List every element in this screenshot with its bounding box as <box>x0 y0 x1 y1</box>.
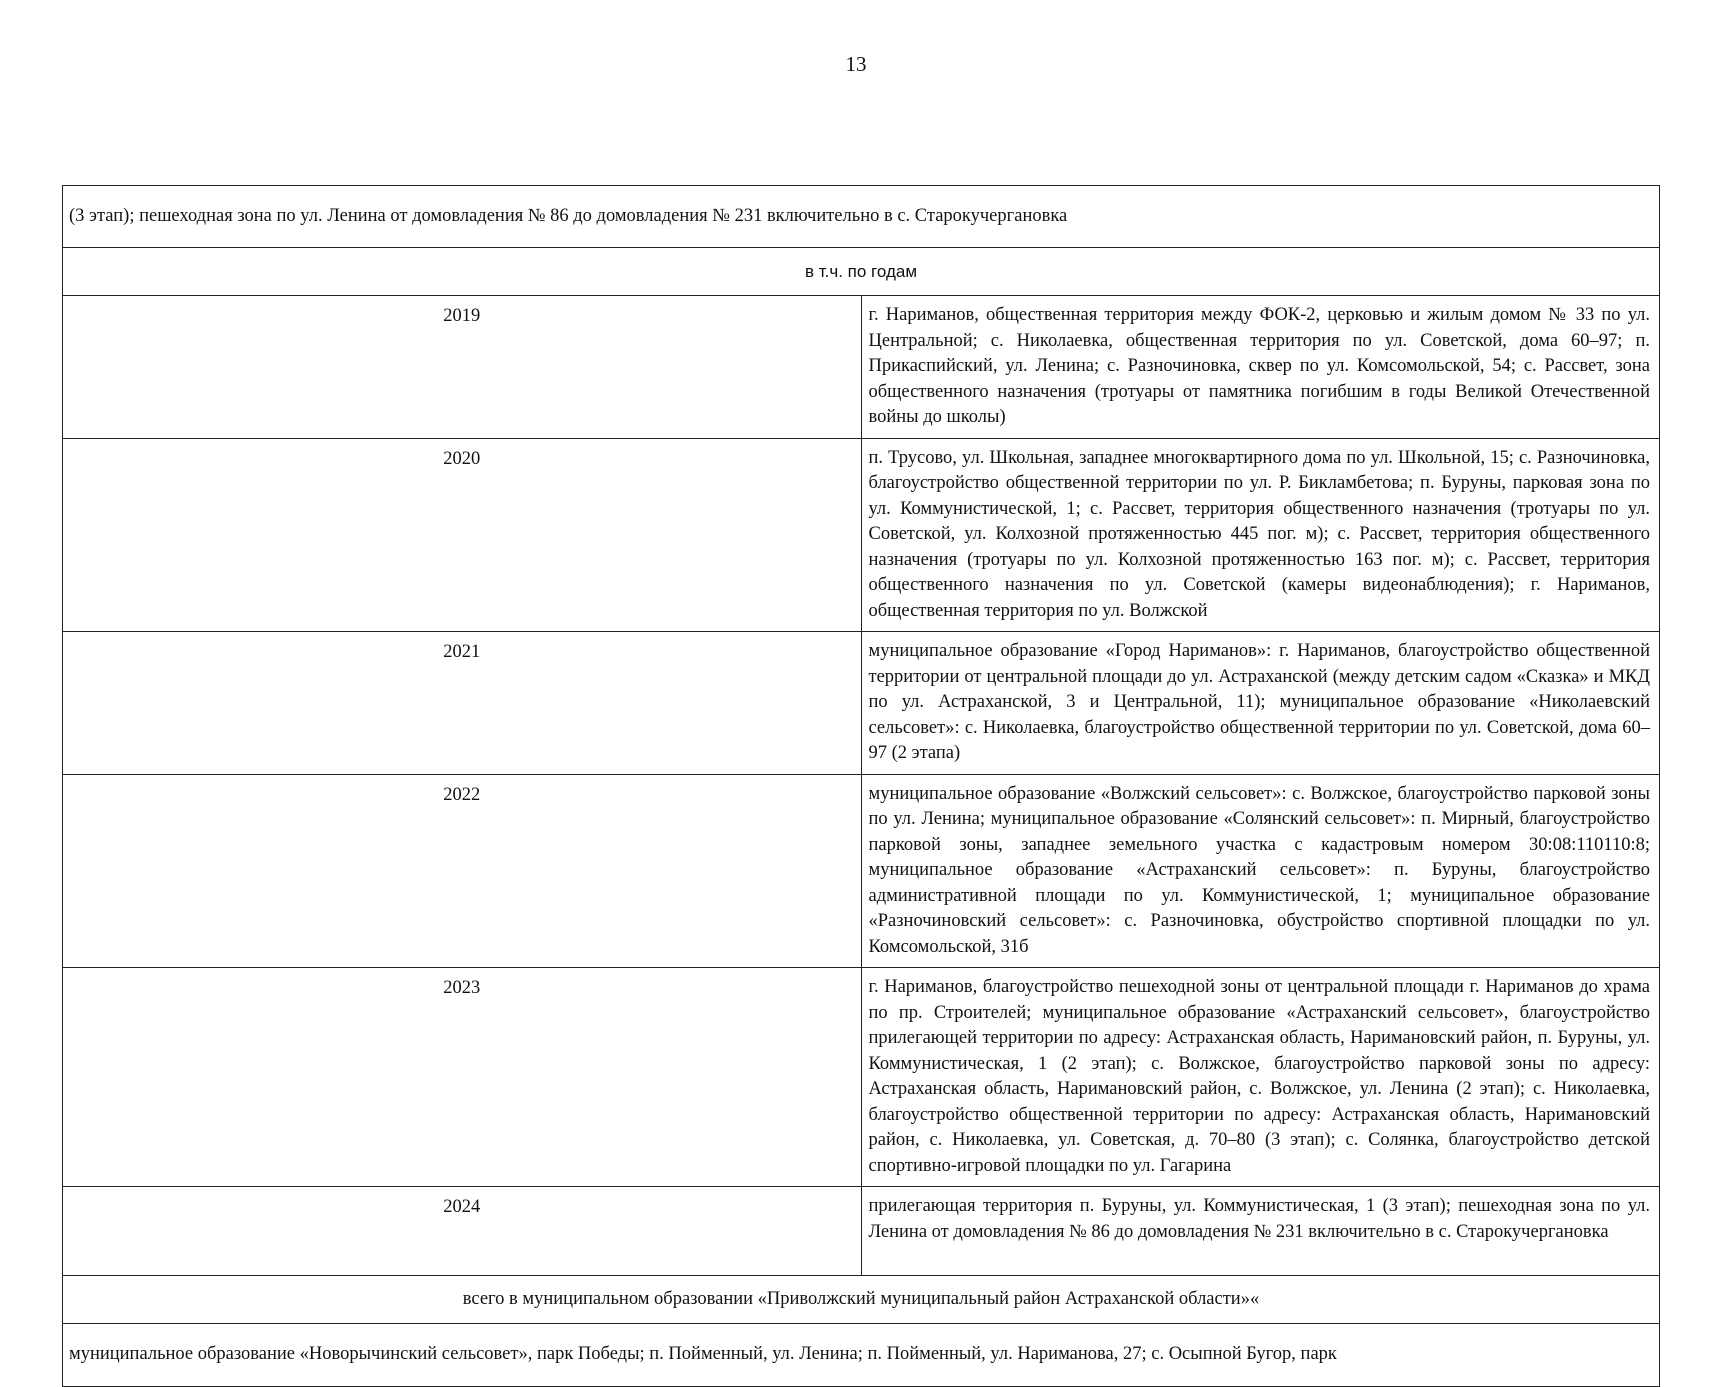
year-cell: 2020 <box>63 438 862 632</box>
table-row <box>63 632 1660 775</box>
territory-description: г. Нариманов, общественная территория между ФОК-2, церковью и жилым домом № 33 по ул. Центральной; с. Николаевка, общественная территория по ул. Советской, дома 60–97; п. Прикаспийский, ул. Ленина; с. Разночиновка, сквер по ул. Комсомольской, 54; с. Рассвет, зона общественного назначения (тротуары от памятника погибшим в годы Великой Отечественной войны до школы) <box>861 296 1660 439</box>
table-row-by-years <box>63 248 1660 296</box>
year-cell: 2019 <box>63 296 862 439</box>
table-row-municipality <box>63 1324 1660 1387</box>
territory-description: г. Нариманов, благоустройство пешеходной зоны от центральной площади г. Нариманов до храма по пр. Строителей; муниципальное образование «Астраханский сельсовет», благоустройство прилегающей территории по адресу: Астраханская область, Наримановский район, п. Буруны, ул. Коммунистическая, 1 (2 этап); с. Волжское, благоустройство парковой зоны по адресу: Астраханская область, Наримановский район, с. Волжское, ул. Ленина (2 этап); с. Николаевка, благоустройство общественной территории по адресу: Астраханская область, Наримановский район, с. Николаевка, ул. Советская, д. 70–80 (3 этап); с. Солянка, благоустройство детской спортивно-игровой площадки по ул. Гагарина <box>861 968 1660 1187</box>
year-cell: 2024 <box>63 1187 862 1276</box>
year-cell: 2021 <box>63 632 862 775</box>
program-territories-table <box>62 185 1660 1387</box>
municipality-text: муниципальное образование «Новорычинский сельсовет», парк Победы; п. Пойменный, ул. Ленина; п. Пойменный, ул. Нариманова, 27; с. Осыпной Бугор, парк <box>63 1324 1660 1387</box>
table-row <box>63 774 1660 968</box>
year-cell: 2023 <box>63 968 862 1187</box>
by-years-label: в т.ч. по годам <box>63 248 1660 296</box>
total-label: всего в муниципальном образовании «Приволжский муниципальный район Астраханской области»« <box>63 1276 1660 1324</box>
territory-description: муниципальное образование «Волжский сельсовет»: с. Волжское, благоустройство парковой зоны по ул. Ленина; муниципальное образование «Солянский сельсовет»: п. Мирный, благоустройство парковой зоны, западнее земельного участка с кадастровым номером 30:08:110110:8; муниципальное образование «Астраханский сельсовет»: п. Буруны, благоустройство административной площади по ул. Коммунистической, 1; муниципальное образование «Разночиновский сельсовет»: с. Разночиновка, обустройство спортивной площадки по ул. Комсомольской, 31б <box>861 774 1660 968</box>
territory-description: муниципальное образование «Город Нариманов»: г. Нариманов, благоустройство общественной территории от центральной площади до ул. Астраханской (между детским садом «Сказка» и МКД по ул. Астраханской, 3 и Центральной, 11); муниципальное образование «Николаевский сельсовет»: с. Николаевка, благоустройство общественной территории по ул. Советской, дома 60–97 (2 этапа) <box>861 632 1660 775</box>
territory-description: прилегающая территория п. Буруны, ул. Коммунистическая, 1 (3 этап); пешеходная зона по ул. Ленина от домовладения № 86 до домовладения № 231 включительно в с. Старокучергановка <box>861 1187 1660 1276</box>
table-row-continuation <box>63 186 1660 248</box>
year-cell: 2022 <box>63 774 862 968</box>
table-row <box>63 296 1660 439</box>
territory-description: п. Трусово, ул. Школьная, западнее многоквартирного дома по ул. Школьной, 15; с. Разночиновка, благоустройство общественной территории по ул. Р. Бикламбетова; п. Буруны, парковая зона по ул. Коммунистической, 1; с. Рассвет, территория общественного назначения (тротуары по ул. Советской, ул. Колхозной протяженностью 445 пог. м); с. Рассвет, территория общественного назначения (тротуары по ул. Колхозной протяженностью 163 пог. м); с. Рассвет, территория общественного назначения по ул. Советской (камеры видеонаблюдения); г. Нариманов, общественная территория по ул. Волжской <box>861 438 1660 632</box>
page-number: 13 <box>845 52 867 76</box>
table-row <box>63 438 1660 632</box>
continuation-text: (3 этап); пешеходная зона по ул. Ленина от домовладения № 86 до домовладения № 231 включительно в с. Старокучергановка <box>63 186 1660 248</box>
table-row-total <box>63 1276 1660 1324</box>
table-row <box>63 968 1660 1187</box>
